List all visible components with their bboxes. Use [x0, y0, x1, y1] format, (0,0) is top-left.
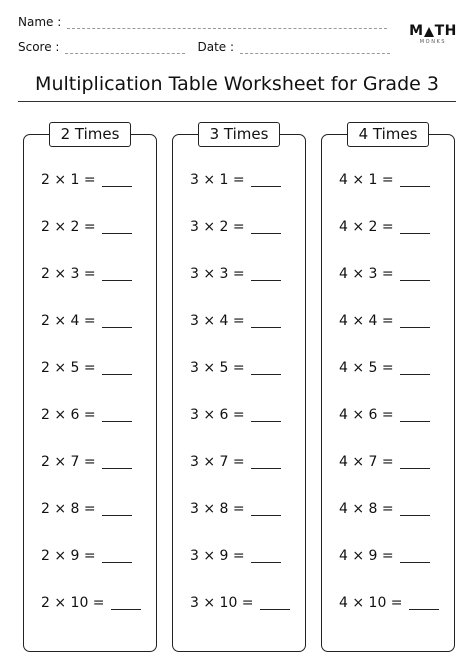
problem-text: 2 × 6 =: [41, 407, 96, 423]
problem-item: [339, 265, 430, 283]
problem-text: 3 × 2 =: [190, 219, 245, 235]
problem-text: 3 × 1 =: [190, 172, 245, 188]
answer-blank[interactable]: [251, 360, 281, 375]
problem-item: [339, 171, 430, 189]
answer-blank[interactable]: [102, 360, 132, 375]
problem-item: [41, 500, 132, 518]
answer-blank[interactable]: [251, 172, 281, 187]
problem-item: [41, 312, 132, 330]
problem-item: [41, 406, 132, 424]
problem-text: 3 × 8 =: [190, 501, 245, 517]
problem-item: [190, 171, 281, 189]
title-underline: [18, 101, 456, 102]
column-heading: 2 Times: [49, 122, 131, 147]
problem-item: [339, 594, 439, 612]
answer-blank[interactable]: [400, 313, 430, 328]
worksheet-title: Multiplication Table Worksheet for Grade 3: [35, 73, 439, 95]
problem-text: 4 × 3 =: [339, 266, 394, 282]
times-3-column: [172, 125, 306, 652]
problem-item: [339, 359, 430, 377]
answer-blank[interactable]: [251, 407, 281, 422]
score-date-row: [18, 40, 390, 54]
score-label: Score :: [18, 40, 60, 54]
answer-blank[interactable]: [400, 360, 430, 375]
problem-text: 4 × 10 =: [339, 595, 403, 611]
answer-blank[interactable]: [251, 266, 281, 281]
problem-text: 4 × 5 =: [339, 360, 394, 376]
answer-blank[interactable]: [102, 501, 132, 516]
problem-item: [339, 500, 430, 518]
problem-text: 4 × 9 =: [339, 548, 394, 564]
answer-blank[interactable]: [400, 266, 430, 281]
answer-blank[interactable]: [102, 313, 132, 328]
logo-wordmark: [409, 23, 457, 39]
answer-blank[interactable]: [251, 501, 281, 516]
answer-blank[interactable]: [111, 595, 141, 610]
problem-item: [339, 547, 430, 565]
times-4-column: [321, 125, 455, 652]
problem-text: 4 × 6 =: [339, 407, 394, 423]
problem-item: [41, 547, 132, 565]
problem-text: 4 × 7 =: [339, 454, 394, 470]
answer-blank[interactable]: [400, 454, 430, 469]
answer-blank[interactable]: [260, 595, 290, 610]
answer-blank[interactable]: [400, 172, 430, 187]
problem-item: [190, 406, 281, 424]
name-blank[interactable]: [67, 18, 387, 29]
date-label: Date :: [197, 40, 235, 54]
problem-item: [339, 453, 430, 471]
logo-letters-right: TH: [434, 23, 457, 39]
problem-item: [339, 312, 430, 330]
answer-blank[interactable]: [102, 548, 132, 563]
problem-text: 3 × 6 =: [190, 407, 245, 423]
answer-blank[interactable]: [251, 313, 281, 328]
problem-text: 2 × 7 =: [41, 454, 96, 470]
logo-letters-left: M: [409, 23, 424, 39]
problem-text: 2 × 1 =: [41, 172, 96, 188]
problem-item: [190, 453, 281, 471]
problem-item: [190, 265, 281, 283]
problem-item: [41, 594, 141, 612]
problem-text: 2 × 3 =: [41, 266, 96, 282]
problem-item: [190, 312, 281, 330]
problem-item: [41, 218, 132, 236]
problem-item: [41, 453, 132, 471]
problem-text: 2 × 10 =: [41, 595, 105, 611]
answer-blank[interactable]: [102, 407, 132, 422]
problem-item: [339, 406, 430, 424]
problem-text: 4 × 4 =: [339, 313, 394, 329]
problem-text: 2 × 9 =: [41, 548, 96, 564]
problem-text: 2 × 5 =: [41, 360, 96, 376]
problem-text: 4 × 1 =: [339, 172, 394, 188]
problem-text: 3 × 10 =: [190, 595, 254, 611]
answer-blank[interactable]: [251, 219, 281, 234]
logo-subtext: MONKS: [419, 39, 447, 45]
problem-text: 2 × 4 =: [41, 313, 96, 329]
problem-item: [190, 218, 281, 236]
answer-blank[interactable]: [102, 219, 132, 234]
problem-text: 3 × 9 =: [190, 548, 245, 564]
name-field: [18, 15, 387, 29]
problem-item: [190, 547, 281, 565]
problem-item: [339, 218, 430, 236]
times-2-column: [23, 125, 157, 652]
problem-text: 3 × 3 =: [190, 266, 245, 282]
problem-text: 2 × 8 =: [41, 501, 96, 517]
name-label: Name :: [18, 15, 62, 29]
answer-blank[interactable]: [251, 548, 281, 563]
problem-item: [190, 359, 281, 377]
triangle-icon: [424, 27, 434, 37]
problem-text: 3 × 7 =: [190, 454, 245, 470]
problem-text: 4 × 2 =: [339, 219, 394, 235]
answer-blank[interactable]: [400, 501, 430, 516]
answer-blank[interactable]: [409, 595, 439, 610]
date-blank[interactable]: [240, 43, 390, 54]
problem-item: [190, 500, 281, 518]
problem-item: [190, 594, 290, 612]
answer-blank[interactable]: [102, 172, 132, 187]
answer-blank[interactable]: [400, 407, 430, 422]
answer-blank[interactable]: [400, 548, 430, 563]
problem-item: [41, 359, 132, 377]
answer-blank[interactable]: [102, 266, 132, 281]
problem-text: 3 × 4 =: [190, 313, 245, 329]
problem-text: 3 × 5 =: [190, 360, 245, 376]
problem-text: 4 × 8 =: [339, 501, 394, 517]
score-blank[interactable]: [65, 43, 185, 54]
problem-item: [41, 265, 132, 283]
problem-item: [41, 171, 132, 189]
answer-blank[interactable]: [400, 219, 430, 234]
column-heading: 4 Times: [347, 122, 429, 147]
math-monks-logo: [409, 23, 457, 46]
answer-blank[interactable]: [102, 454, 132, 469]
problem-text: 2 × 2 =: [41, 219, 96, 235]
answer-blank[interactable]: [251, 454, 281, 469]
column-heading: 3 Times: [198, 122, 280, 147]
